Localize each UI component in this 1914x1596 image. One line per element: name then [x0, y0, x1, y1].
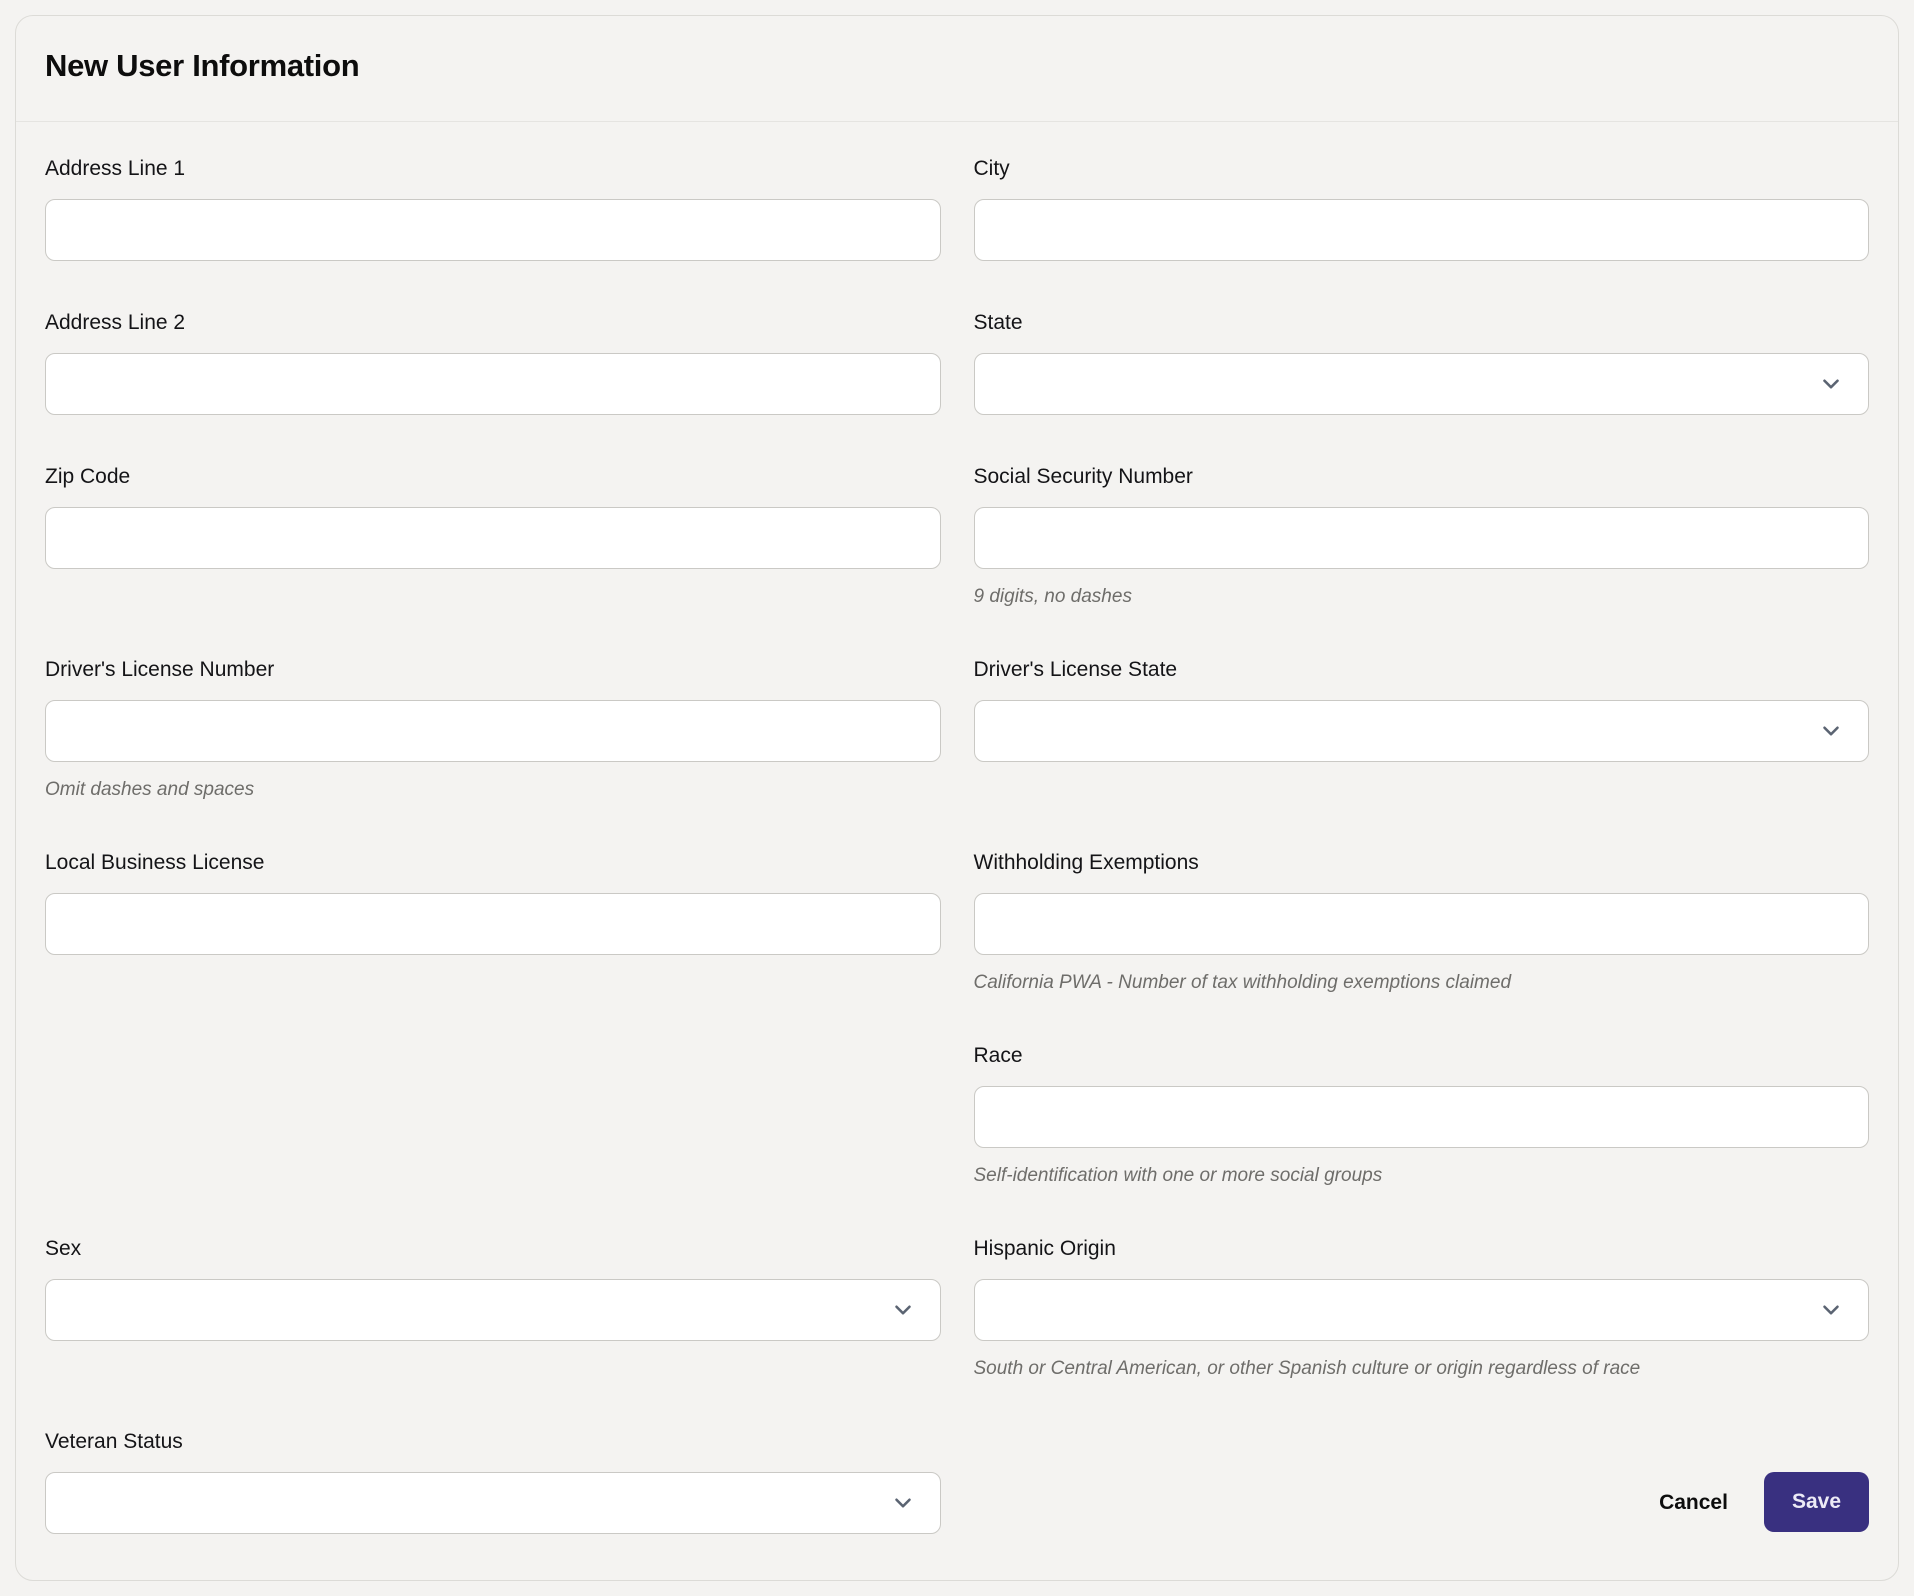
race-label: Race: [973, 1044, 1023, 1067]
save-button[interactable]: Save: [1764, 1472, 1869, 1532]
field-social-security-number: [974, 463, 1870, 608]
cancel-button[interactable]: Cancel: [1637, 1474, 1750, 1532]
local-business-license-label: Local Business License: [45, 851, 265, 874]
local-business-license-input[interactable]: [45, 893, 941, 955]
chevron-down-icon: [1818, 371, 1844, 397]
new-user-card: [15, 15, 1899, 1581]
field-drivers-license-state: [974, 656, 1870, 762]
hispanic-origin-select[interactable]: [974, 1279, 1870, 1341]
field-veteran-status: [45, 1428, 941, 1534]
card-body: [16, 122, 1898, 1580]
address-line-2-input[interactable]: [45, 353, 941, 415]
field-hispanic-origin: [974, 1235, 1870, 1380]
withholding-exemptions-label: Withholding Exemptions: [973, 851, 1199, 874]
state-select[interactable]: [974, 353, 1870, 415]
chevron-down-icon: [890, 1490, 916, 1516]
field-drivers-license-number: [45, 656, 941, 801]
field-local-business-license: [45, 849, 941, 955]
field-city: [974, 155, 1870, 261]
page-title: New User Information: [45, 48, 360, 83]
field-address-line-1: [45, 155, 941, 261]
race-hint: Self-identification with one or more social groups: [973, 1165, 1383, 1186]
race-input[interactable]: [974, 1086, 1870, 1148]
ssn-input[interactable]: [974, 507, 1870, 569]
drivers-license-number-hint: Omit dashes and spaces: [45, 779, 255, 800]
form-actions: [974, 1428, 1870, 1534]
field-sex: [45, 1235, 941, 1341]
sex-select[interactable]: [45, 1279, 941, 1341]
chevron-down-icon: [1818, 718, 1844, 744]
hispanic-origin-label: Hispanic Origin: [973, 1237, 1116, 1260]
drivers-license-state-select[interactable]: [974, 700, 1870, 762]
new-user-form: [45, 155, 1869, 1534]
zip-code-label: Zip Code: [45, 465, 131, 488]
hispanic-origin-hint: South or Central American, or other Spanish culture or origin regardless of race: [973, 1358, 1641, 1379]
field-race: [974, 1042, 1870, 1187]
chevron-down-icon: [1818, 1297, 1844, 1323]
zip-code-input[interactable]: [45, 507, 941, 569]
state-label: State: [973, 311, 1023, 334]
veteran-status-label: Veteran Status: [45, 1430, 183, 1453]
address-line-1-label: Address Line 1: [45, 157, 186, 180]
field-zip-code: [45, 463, 941, 569]
sex-label: Sex: [45, 1237, 82, 1260]
field-address-line-2: [45, 309, 941, 415]
field-withholding-exemptions: [974, 849, 1870, 994]
address-line-2-label: Address Line 2: [45, 311, 186, 334]
card-header: [16, 16, 1898, 122]
city-input[interactable]: [974, 199, 1870, 261]
drivers-license-state-label: Driver's License State: [973, 658, 1178, 681]
ssn-hint: 9 digits, no dashes: [973, 586, 1132, 607]
withholding-exemptions-input[interactable]: [974, 893, 1870, 955]
drivers-license-number-label: Driver's License Number: [45, 658, 275, 681]
drivers-license-number-input[interactable]: [45, 700, 941, 762]
address-line-1-input[interactable]: [45, 199, 941, 261]
veteran-status-select[interactable]: [45, 1472, 941, 1534]
withholding-exemptions-hint: California PWA - Number of tax withholding exemptions claimed: [973, 972, 1512, 993]
city-label: City: [973, 157, 1010, 180]
field-state: [974, 309, 1870, 415]
chevron-down-icon: [890, 1297, 916, 1323]
ssn-label: Social Security Number: [973, 465, 1193, 488]
